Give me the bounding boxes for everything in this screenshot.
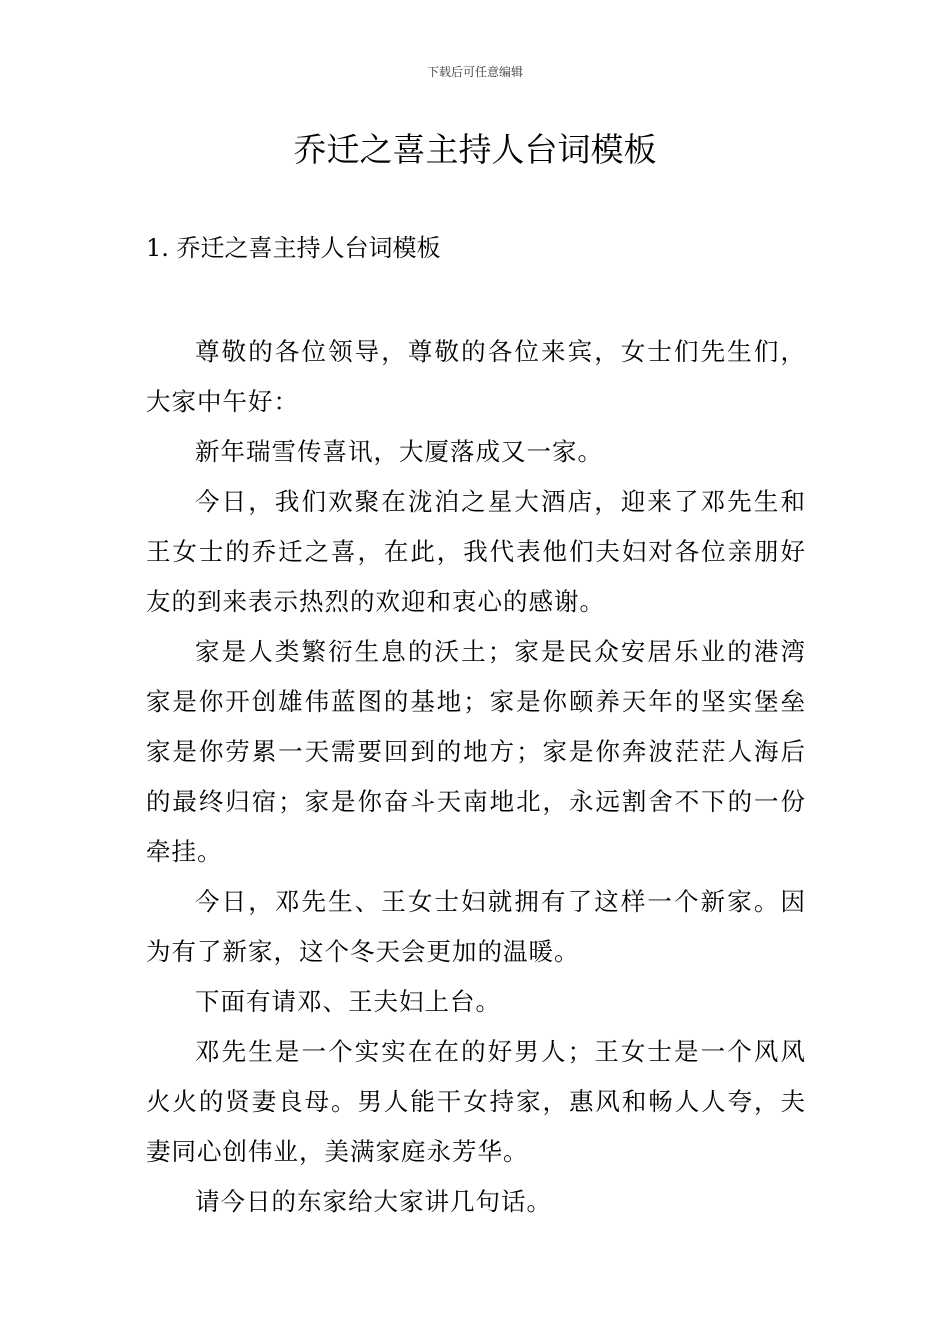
paragraph-couplet: 新年瑞雪传喜讯，大厦落成又一家。 <box>195 437 603 466</box>
paragraph-home: 家是人类繁衍生息的沃土；家是民众安居乐业的港湾家是你开创雄伟蓝图的基地；家是你颐养天年的坚实堡垒家是你劳累一天需要回到的地方；家是你奔波茫茫人海后的最终归宿；家是你奋斗天南地北，永远割舍不下的一份牵挂。 <box>146 637 806 866</box>
paragraph-invite: 下面有请邓、王夫妇上台。 <box>195 987 501 1016</box>
section-heading: 1. 乔迁之喜主持人台词模板 <box>146 234 441 262</box>
paragraph-greeting: 尊敬的各位领导，尊敬的各位来宾，女士们先生们，大家中午好： <box>146 337 806 416</box>
paragraph-couple: 邓先生是一个实实在在的好男人；王女士是一个风风火火的贤妻良母。男人能干女持家，惠风和畅人人夸，夫妻同心创伟业，美满家庭永芳华。 <box>146 1037 806 1166</box>
paragraph-host-speech: 请今日的东家给大家讲几句话。 <box>195 1187 552 1216</box>
document-body <box>146 327 806 1227</box>
paragraph-welcome: 今日，我们欢聚在泷泊之星大酒店，迎来了邓先生和王女士的乔迁之喜，在此，我代表他们夫妇对各位亲朋好友的到来表示热烈的欢迎和衷心的感谢。 <box>146 487 806 616</box>
document-title: 乔迁之喜主持人台词模板 <box>293 130 657 169</box>
paragraph-new-home: 今日，邓先生、王女士妇就拥有了这样一个新家。因为有了新家，这个冬天会更加的温暖。 <box>146 887 806 966</box>
page-header-note: 下载后可任意编辑 <box>426 65 523 79</box>
